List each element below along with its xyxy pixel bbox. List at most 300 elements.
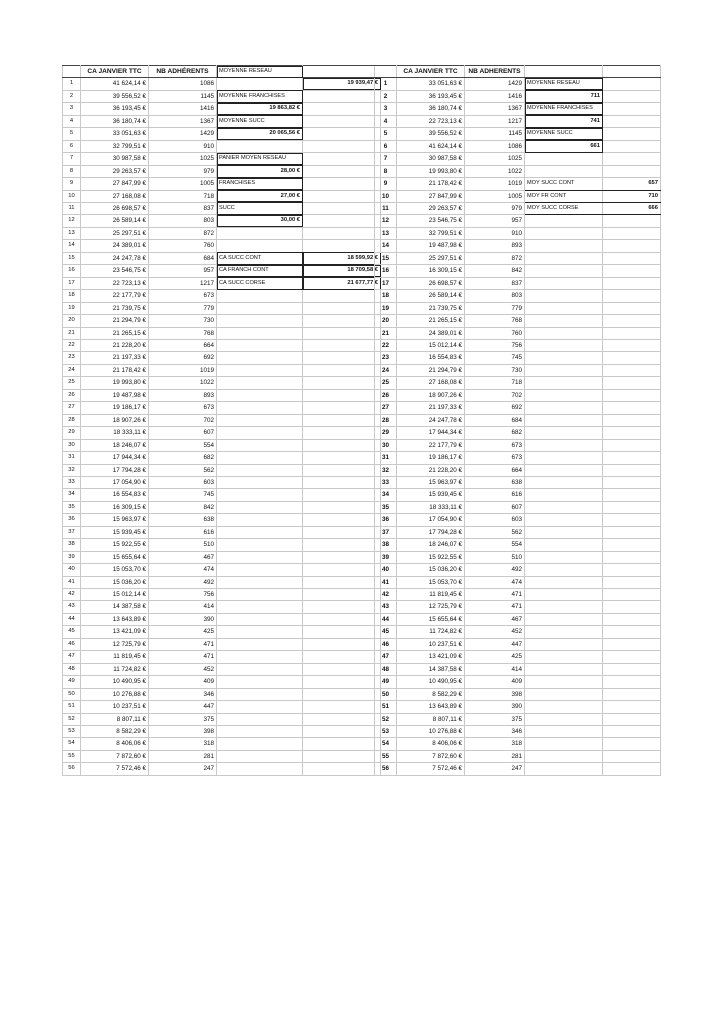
right-row-index: 37 bbox=[375, 526, 397, 538]
right-empty-cell bbox=[603, 526, 661, 538]
left-table-row bbox=[63, 539, 381, 551]
left-empty-cell bbox=[217, 601, 303, 613]
right-empty-cell bbox=[603, 676, 661, 688]
right-nb-value: 1217 bbox=[465, 115, 525, 127]
left-nb-value: 616 bbox=[149, 526, 217, 538]
left-row-index: 15 bbox=[63, 252, 81, 264]
left-empty-cell bbox=[217, 713, 303, 725]
left-table-row bbox=[63, 763, 381, 775]
right-empty-cell bbox=[525, 526, 603, 538]
right-nb-value: 474 bbox=[465, 576, 525, 588]
right-table-row bbox=[375, 726, 661, 738]
moy-fr-cont-value: 710 bbox=[603, 190, 661, 202]
right-table-row bbox=[375, 90, 661, 102]
right-empty-cell bbox=[525, 339, 603, 351]
left-row-index: 35 bbox=[63, 501, 81, 513]
right-empty-cell bbox=[525, 439, 603, 451]
left-row-index: 31 bbox=[63, 452, 81, 464]
left-empty-cell bbox=[217, 290, 303, 302]
left-row-index: 20 bbox=[63, 315, 81, 327]
right-ca-value: 11 724,82 € bbox=[397, 626, 465, 638]
right-nb-value: 1429 bbox=[465, 78, 525, 90]
right-table-row bbox=[375, 327, 661, 339]
right-row-index: 8 bbox=[375, 165, 397, 177]
left-empty-cell bbox=[303, 215, 381, 227]
right-table-row bbox=[375, 750, 661, 762]
ca-franch-cont-label: CA FRANCH CONT bbox=[217, 265, 303, 277]
right-nb-value: 718 bbox=[465, 377, 525, 389]
left-empty-cell bbox=[217, 738, 303, 750]
right-empty-cell bbox=[525, 564, 603, 576]
right-ca-value: 26 698,57 € bbox=[397, 277, 465, 289]
right-ca-value: 15 012,14 € bbox=[397, 339, 465, 351]
right-row-index: 19 bbox=[375, 302, 397, 314]
left-ca-value: 19 993,80 € bbox=[81, 377, 149, 389]
right-row-index: 10 bbox=[375, 190, 397, 202]
right-ca-value: 15 963,97 € bbox=[397, 476, 465, 488]
right-nb-value: 837 bbox=[465, 277, 525, 289]
right-ca-value: 15 939,45 € bbox=[397, 489, 465, 501]
right-empty-cell bbox=[603, 302, 661, 314]
left-row-index: 56 bbox=[63, 763, 81, 775]
right-empty-cell bbox=[603, 564, 661, 576]
right-table-row bbox=[375, 402, 661, 414]
right-empty-cell bbox=[525, 738, 603, 750]
right-row-index: 55 bbox=[375, 750, 397, 762]
right-row-index: 1 bbox=[375, 78, 397, 90]
left-empty-cell bbox=[217, 339, 303, 351]
right-empty-cell bbox=[525, 364, 603, 376]
right-row-index: 26 bbox=[375, 389, 397, 401]
left-ca-value: 19 186,17 € bbox=[81, 402, 149, 414]
right-table-row bbox=[375, 215, 661, 227]
right-table-row bbox=[375, 128, 661, 140]
left-table-row bbox=[63, 613, 381, 625]
left-empty-cell bbox=[303, 439, 381, 451]
left-row-index: 47 bbox=[63, 651, 81, 663]
left-row-index: 39 bbox=[63, 551, 81, 563]
right-ca-value: 25 297,51 € bbox=[397, 252, 465, 264]
right-nb-value: 554 bbox=[465, 539, 525, 551]
right-ca-value: 7 872,60 € bbox=[397, 750, 465, 762]
left-empty-cell bbox=[217, 514, 303, 526]
right-row-index: 56 bbox=[375, 763, 397, 775]
right-empty-cell bbox=[603, 651, 661, 663]
right-nb-value: 281 bbox=[465, 750, 525, 762]
left-table-row bbox=[63, 576, 381, 588]
right-ca-value: 13 421,09 € bbox=[397, 651, 465, 663]
left-empty-cell bbox=[217, 240, 303, 252]
right-ca-value: 12 725,79 € bbox=[397, 601, 465, 613]
left-empty-cell bbox=[303, 688, 381, 700]
left-empty-cell bbox=[217, 613, 303, 625]
left-empty-cell bbox=[217, 638, 303, 650]
right-table-row bbox=[375, 302, 661, 314]
right-empty-cell bbox=[603, 315, 661, 327]
right-table-row bbox=[375, 227, 661, 239]
right-row-index: 53 bbox=[375, 726, 397, 738]
right-ca-value: 8 582,29 € bbox=[397, 688, 465, 700]
right-empty-cell bbox=[603, 601, 661, 613]
left-empty-cell bbox=[303, 227, 381, 239]
right-empty-cell bbox=[525, 613, 603, 625]
left-nb-value: 638 bbox=[149, 514, 217, 526]
left-nb-value: 682 bbox=[149, 452, 217, 464]
left-table-row bbox=[63, 103, 381, 115]
franchises-label: FRANCHISES bbox=[217, 178, 303, 190]
right-ca-value: 39 556,52 € bbox=[397, 128, 465, 140]
left-ca-value: 16 554,83 € bbox=[81, 489, 149, 501]
right-empty-cell bbox=[603, 140, 661, 152]
left-nb-value: 1217 bbox=[149, 277, 217, 289]
right-empty-cell bbox=[525, 763, 603, 775]
left-row-index: 25 bbox=[63, 377, 81, 389]
left-ca-value: 21 265,15 € bbox=[81, 327, 149, 339]
left-empty-cell bbox=[303, 128, 381, 140]
right-ca-value: 33 051,63 € bbox=[397, 78, 465, 90]
left-ca-value: 21 228,20 € bbox=[81, 339, 149, 351]
left-table-row bbox=[63, 738, 381, 750]
right-nb-value: 664 bbox=[465, 464, 525, 476]
right-empty-cell bbox=[525, 252, 603, 264]
left-empty-cell bbox=[217, 377, 303, 389]
left-empty-cell bbox=[303, 551, 381, 563]
right-ca-value: 21 294,79 € bbox=[397, 364, 465, 376]
left-ca-value: 14 387,58 € bbox=[81, 601, 149, 613]
right-ca-value: 18 333,11 € bbox=[397, 501, 465, 513]
right-table-row bbox=[375, 551, 661, 563]
right-empty-cell bbox=[525, 663, 603, 675]
left-table-row bbox=[63, 551, 381, 563]
left-empty-cell bbox=[303, 676, 381, 688]
right-empty-cell bbox=[525, 489, 603, 501]
right-empty-cell bbox=[525, 589, 603, 601]
right-nb-value: 603 bbox=[465, 514, 525, 526]
left-nb-value: 346 bbox=[149, 688, 217, 700]
right-nb-value: 673 bbox=[465, 439, 525, 451]
right-ca-value: 24 389,01 € bbox=[397, 327, 465, 339]
left-nb-value: 318 bbox=[149, 738, 217, 750]
right-ca-value: 36 180,74 € bbox=[397, 103, 465, 115]
left-nb-value: 1022 bbox=[149, 377, 217, 389]
right-empty-cell bbox=[603, 626, 661, 638]
left-row-index: 44 bbox=[63, 613, 81, 625]
left-table-row bbox=[63, 701, 381, 713]
left-empty-cell bbox=[303, 202, 381, 214]
left-ca-value: 23 546,75 € bbox=[81, 265, 149, 277]
left-nb-value: 452 bbox=[149, 663, 217, 675]
left-table-row bbox=[63, 464, 381, 476]
left-nb-value: 471 bbox=[149, 651, 217, 663]
right-empty-cell bbox=[603, 551, 661, 563]
right-empty-cell bbox=[525, 464, 603, 476]
left-table-row bbox=[63, 476, 381, 488]
right-row-index: 11 bbox=[375, 202, 397, 214]
right-table-body bbox=[375, 78, 661, 775]
right-ca-value: 10 276,88 € bbox=[397, 726, 465, 738]
right-empty-cell bbox=[603, 165, 661, 177]
left-table-row bbox=[63, 202, 381, 214]
right-nb-value: 616 bbox=[465, 489, 525, 501]
right-table-row bbox=[375, 701, 661, 713]
left-empty-cell bbox=[303, 626, 381, 638]
left-empty-cell bbox=[303, 339, 381, 351]
right-header-row bbox=[375, 66, 661, 78]
left-nb-value: 562 bbox=[149, 464, 217, 476]
right-ca-value: 15 036,20 € bbox=[397, 564, 465, 576]
left-table-row bbox=[63, 452, 381, 464]
right-nb-value: 638 bbox=[465, 476, 525, 488]
left-ca-value: 33 051,63 € bbox=[81, 128, 149, 140]
left-nb-value: 692 bbox=[149, 352, 217, 364]
right-nb-value: 682 bbox=[465, 427, 525, 439]
right-table-row bbox=[375, 339, 661, 351]
left-empty-cell bbox=[303, 589, 381, 601]
left-ca-value: 15 939,45 € bbox=[81, 526, 149, 538]
left-row-index: 49 bbox=[63, 676, 81, 688]
right-index-header bbox=[375, 66, 397, 78]
left-ca-value: 15 922,55 € bbox=[81, 539, 149, 551]
left-table-row bbox=[63, 190, 381, 202]
left-empty-cell bbox=[217, 750, 303, 762]
right-ca-value: 18 907,26 € bbox=[397, 389, 465, 401]
right-row-index: 34 bbox=[375, 489, 397, 501]
right-ca-value: 22 177,79 € bbox=[397, 439, 465, 451]
left-nb-value: 510 bbox=[149, 539, 217, 551]
right-row-index: 39 bbox=[375, 551, 397, 563]
left-header-row bbox=[63, 66, 381, 78]
left-ca-value: 17 794,28 € bbox=[81, 464, 149, 476]
right-nb-value: 375 bbox=[465, 713, 525, 725]
left-row-index: 16 bbox=[63, 265, 81, 277]
left-row-index: 19 bbox=[63, 302, 81, 314]
left-empty-cell bbox=[217, 501, 303, 513]
right-ca-value: 30 987,58 € bbox=[397, 153, 465, 165]
left-empty-cell bbox=[217, 526, 303, 538]
left-empty-cell bbox=[217, 564, 303, 576]
right-empty-cell bbox=[525, 427, 603, 439]
right-ca-value: 21 228,20 € bbox=[397, 464, 465, 476]
right-nb-value: 910 bbox=[465, 227, 525, 239]
right-row-index: 14 bbox=[375, 240, 397, 252]
right-empty-cell bbox=[603, 750, 661, 762]
left-ca-value: 18 907,26 € bbox=[81, 414, 149, 426]
right-table-row bbox=[375, 115, 661, 127]
left-nb-value: 1086 bbox=[149, 78, 217, 90]
right-row-index: 31 bbox=[375, 452, 397, 464]
left-nb-value: 1145 bbox=[149, 90, 217, 102]
right-table-row bbox=[375, 315, 661, 327]
moy-succ-cont-value: 657 bbox=[603, 178, 661, 190]
right-empty-cell bbox=[525, 290, 603, 302]
right-nb-value: 803 bbox=[465, 290, 525, 302]
left-ca-value: 12 725,79 € bbox=[81, 638, 149, 650]
left-table-body bbox=[63, 78, 381, 775]
right-nb-value: 447 bbox=[465, 638, 525, 650]
right-table-row bbox=[375, 539, 661, 551]
right-ca-value: 22 723,13 € bbox=[397, 115, 465, 127]
left-table-row bbox=[63, 414, 381, 426]
left-empty-cell bbox=[217, 352, 303, 364]
right-nb-value: 673 bbox=[465, 452, 525, 464]
left-row-index: 14 bbox=[63, 240, 81, 252]
left-row-index: 27 bbox=[63, 402, 81, 414]
right-row-index: 30 bbox=[375, 439, 397, 451]
left-ca-value: 8 582,29 € bbox=[81, 726, 149, 738]
right-table-row bbox=[375, 464, 661, 476]
right-table-row bbox=[375, 352, 661, 364]
left-row-index: 34 bbox=[63, 489, 81, 501]
right-table-row bbox=[375, 489, 661, 501]
left-nb-value: 979 bbox=[149, 165, 217, 177]
left-ca-value: 21 294,79 € bbox=[81, 315, 149, 327]
right-ca-value: 23 546,75 € bbox=[397, 215, 465, 227]
left-nb-value: 375 bbox=[149, 713, 217, 725]
right-nb-value: 467 bbox=[465, 613, 525, 625]
right-row-index: 47 bbox=[375, 651, 397, 663]
right-nb-value: 893 bbox=[465, 240, 525, 252]
left-ca-value: 17 054,90 € bbox=[81, 476, 149, 488]
left-ca-value: 16 309,15 € bbox=[81, 501, 149, 513]
left-empty-cell bbox=[217, 327, 303, 339]
left-empty-cell bbox=[303, 240, 381, 252]
left-nb-value: 702 bbox=[149, 414, 217, 426]
left-ca-value: 7 572,46 € bbox=[81, 763, 149, 775]
left-empty-cell bbox=[217, 227, 303, 239]
left-empty-cell bbox=[217, 701, 303, 713]
left-empty-cell bbox=[217, 439, 303, 451]
left-empty-cell bbox=[303, 750, 381, 762]
left-empty-cell bbox=[303, 763, 381, 775]
right-empty-cell bbox=[603, 290, 661, 302]
right-nb-value: 1086 bbox=[465, 140, 525, 152]
moyenne-succ-label: MOYENNE SUCC bbox=[217, 115, 303, 127]
right-empty-cell bbox=[525, 227, 603, 239]
left-nb-value: 837 bbox=[149, 202, 217, 214]
right-row-index: 44 bbox=[375, 613, 397, 625]
left-ca-value: 36 180,74 € bbox=[81, 115, 149, 127]
left-row-index: 30 bbox=[63, 439, 81, 451]
left-nb-value: 768 bbox=[149, 327, 217, 339]
right-empty-cell bbox=[525, 377, 603, 389]
left-row-index: 37 bbox=[63, 526, 81, 538]
right-ca-value: 24 247,78 € bbox=[397, 414, 465, 426]
left-empty-cell bbox=[303, 115, 381, 127]
left-empty-cell bbox=[217, 315, 303, 327]
left-nb-value: 673 bbox=[149, 402, 217, 414]
right-row-index: 13 bbox=[375, 227, 397, 239]
right-empty-cell bbox=[525, 726, 603, 738]
left-ca-value: 19 487,98 € bbox=[81, 389, 149, 401]
right-nb-value: 684 bbox=[465, 414, 525, 426]
right-moyenne-succ-value: 661 bbox=[525, 140, 603, 152]
left-nb-value: 1416 bbox=[149, 103, 217, 115]
right-table-row bbox=[375, 103, 661, 115]
left-row-index: 7 bbox=[63, 153, 81, 165]
franchises-value: 27,00 € bbox=[217, 190, 303, 202]
right-empty-cell bbox=[525, 240, 603, 252]
right-empty-cell bbox=[525, 601, 603, 613]
left-ca-value: 13 421,09 € bbox=[81, 626, 149, 638]
right-table-row bbox=[375, 389, 661, 401]
right-empty-cell bbox=[603, 377, 661, 389]
right-table-row bbox=[375, 564, 661, 576]
left-empty-cell bbox=[217, 676, 303, 688]
left-ca-value: 41 624,14 € bbox=[81, 78, 149, 90]
right-empty-cell bbox=[603, 153, 661, 165]
left-empty-cell bbox=[303, 140, 381, 152]
left-nb-value: 554 bbox=[149, 439, 217, 451]
right-nb-value: 414 bbox=[465, 663, 525, 675]
left-empty-cell bbox=[217, 302, 303, 314]
ca-franch-cont-value: 18 709,58 € bbox=[303, 265, 381, 277]
right-empty-cell bbox=[603, 402, 661, 414]
left-table-row bbox=[63, 389, 381, 401]
left-ca-value: 13 643,89 € bbox=[81, 613, 149, 625]
left-empty-cell bbox=[303, 526, 381, 538]
right-ca-value: 21 739,75 € bbox=[397, 302, 465, 314]
right-empty-cell bbox=[525, 676, 603, 688]
left-ca-value: 15 036,20 € bbox=[81, 576, 149, 588]
right-table-row bbox=[375, 676, 661, 688]
left-nb-value: 664 bbox=[149, 339, 217, 351]
left-empty-cell bbox=[217, 551, 303, 563]
left-empty-cell bbox=[303, 153, 381, 165]
right-table-row bbox=[375, 277, 661, 289]
left-row-index: 40 bbox=[63, 564, 81, 576]
right-table-row bbox=[375, 290, 661, 302]
right-empty-cell bbox=[525, 389, 603, 401]
left-table-row bbox=[63, 688, 381, 700]
right-empty-cell bbox=[525, 265, 603, 277]
right-table-row bbox=[375, 178, 661, 190]
moyenne-reseau-value: 19 939,47 € bbox=[303, 78, 381, 90]
left-empty-cell bbox=[303, 613, 381, 625]
left-empty-cell bbox=[303, 364, 381, 376]
left-ca-value: 15 053,70 € bbox=[81, 564, 149, 576]
right-nb-value: 471 bbox=[465, 589, 525, 601]
left-empty-cell bbox=[303, 726, 381, 738]
right-table-row bbox=[375, 713, 661, 725]
right-row-index: 21 bbox=[375, 327, 397, 339]
right-row-index: 38 bbox=[375, 539, 397, 551]
right-empty-cell bbox=[603, 452, 661, 464]
right-row-index: 46 bbox=[375, 638, 397, 650]
left-ca-value: 21 178,42 € bbox=[81, 364, 149, 376]
left-table-row bbox=[63, 178, 381, 190]
left-row-index: 33 bbox=[63, 476, 81, 488]
moy-succ-cont-label: MOY SUCC CONT bbox=[525, 178, 603, 190]
moy-succ-corse-label: MOY SUCC CORSE bbox=[525, 202, 603, 214]
right-ca-value: 19 993,80 € bbox=[397, 165, 465, 177]
right-empty-cell bbox=[525, 713, 603, 725]
left-empty-cell bbox=[217, 688, 303, 700]
left-ca-value: 21 739,75 € bbox=[81, 302, 149, 314]
right-ca-value: 21 265,15 € bbox=[397, 315, 465, 327]
left-ca-value: 32 799,51 € bbox=[81, 140, 149, 152]
right-ca-value: 18 246,07 € bbox=[397, 539, 465, 551]
left-ca-value: 18 246,07 € bbox=[81, 439, 149, 451]
left-row-index: 5 bbox=[63, 128, 81, 140]
left-ca-header: CA JANVIER TTC bbox=[81, 66, 149, 78]
right-row-index: 24 bbox=[375, 364, 397, 376]
left-empty-cell bbox=[217, 78, 303, 90]
left-empty-cell bbox=[217, 626, 303, 638]
right-header-empty-1 bbox=[525, 66, 603, 78]
right-table-row bbox=[375, 452, 661, 464]
left-table-row bbox=[63, 526, 381, 538]
left-ca-value: 22 177,79 € bbox=[81, 290, 149, 302]
